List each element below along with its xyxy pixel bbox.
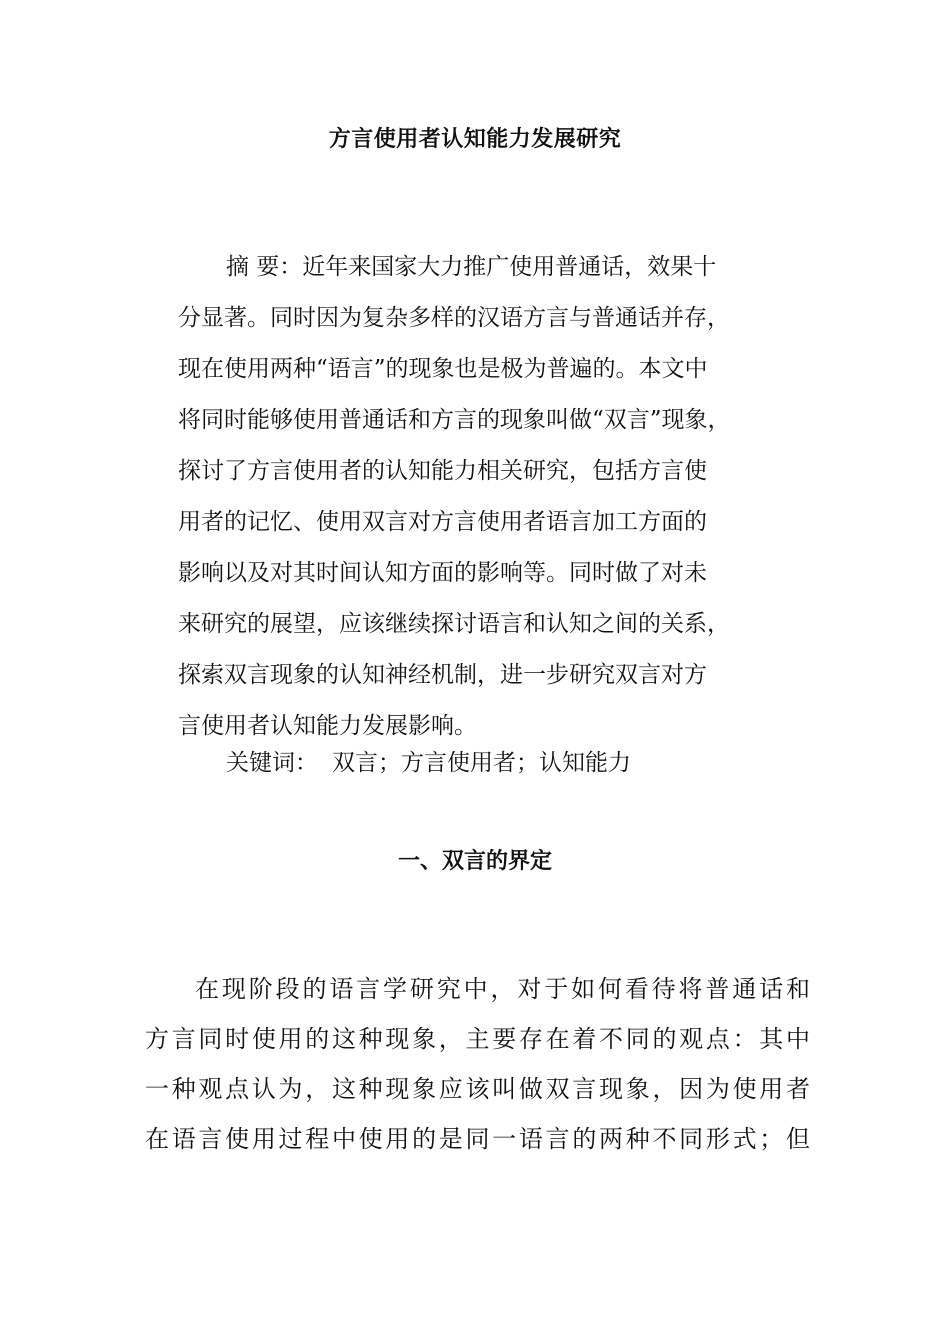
abstract-line: 摘 要：近年来国家大力推广使用普通话，效果十: [226, 254, 717, 280]
abstract: [178, 246, 783, 756]
abstract-line: 探讨了方言使用者的认知能力相关研究，包括方言使: [178, 458, 707, 484]
abstract-line: 用者的记忆、使用双言对方言使用者语言加工方面的: [178, 509, 707, 535]
abstract-line: 来研究的展望，应该继续探讨语言和认知之间的关系，: [178, 611, 730, 637]
abstract-line: 探索双言现象的认知神经机制，进一步研究双言对方: [178, 662, 707, 688]
keywords-value: 双言；方言使用者；认知能力: [332, 750, 631, 776]
abstract-line: 将同时能够使用普通话和方言的现象叫做“双言”现象，: [178, 407, 731, 433]
document-title: 方言使用者认知能力发展研究: [328, 127, 622, 152]
body-line: 一种观点认为，这种现象应该叫做双言现象，因为使用者: [145, 1075, 810, 1103]
abstract-line: 现在使用两种“语言”的现象也是极为普遍的。本文中: [178, 356, 708, 382]
abstract-line: 言使用者认知能力发展影响。: [178, 713, 477, 739]
abstract-line: 影响以及对其时间认知方面的影响等。同时做了对未: [178, 560, 707, 586]
keywords-label: 关键词：: [226, 750, 318, 776]
keywords: [226, 742, 786, 784]
abstract-line: 分显著。同时因为复杂多样的汉语方言与普通话并存，: [178, 305, 730, 331]
section-heading: 一、双言的界定: [397, 849, 552, 874]
body-line: 方言同时使用的这种现象，主要存在着不同的观点：其中: [145, 1025, 810, 1053]
body-paragraph: [145, 968, 810, 1168]
body-line: 在现阶段的语言学研究中，对于如何看待将普通话和: [195, 975, 810, 1003]
body-line: 在语言使用过程中使用的是同一语言的两种不同形式；但: [145, 1125, 810, 1153]
